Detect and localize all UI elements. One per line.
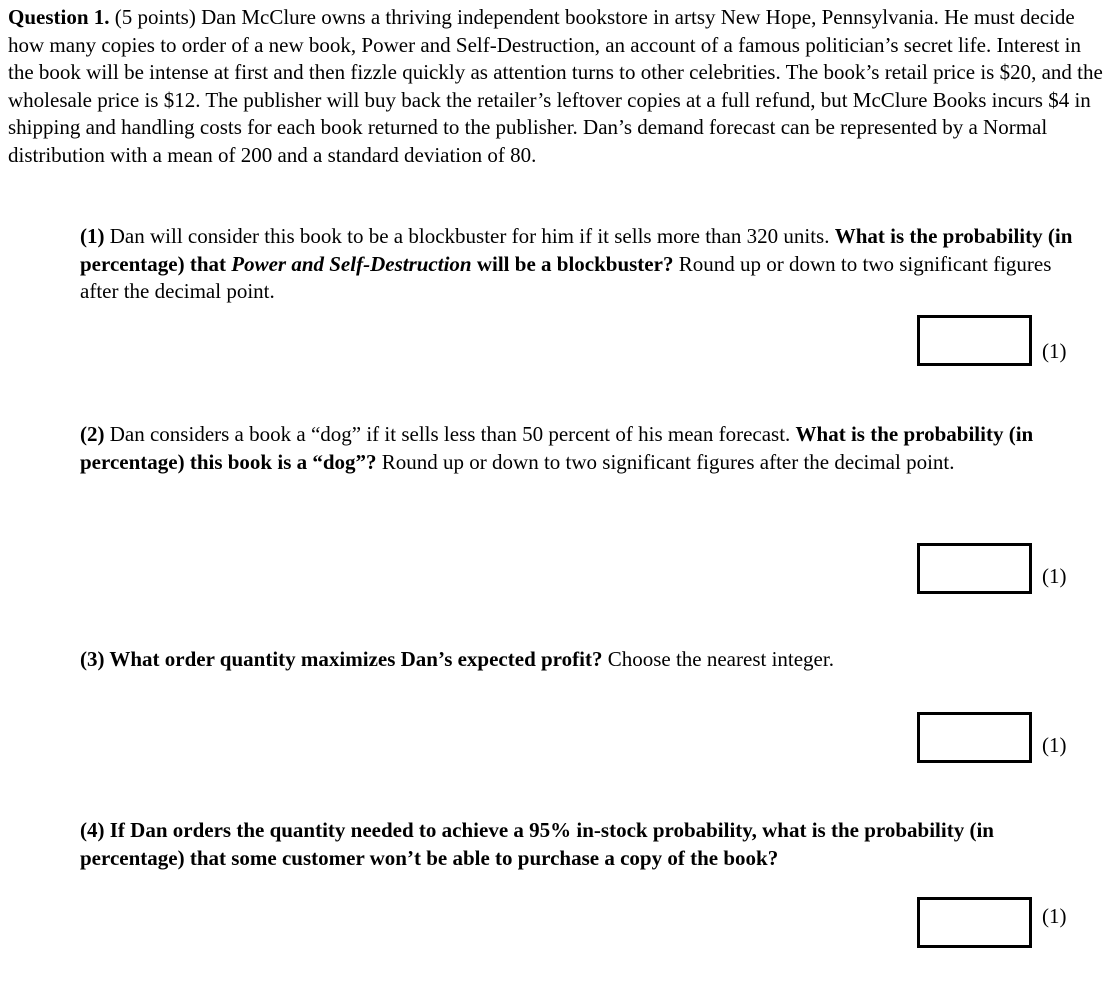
part-4-answer-box[interactable] [917,897,1032,948]
part-2-instruction: Round up or down to two significant figures after the decimal point. [376,449,955,474]
part-2-answer-box[interactable] [917,543,1032,594]
question-intro [8,4,1108,170]
part-2-number: (2) [80,422,105,446]
part-1-question-end: will be a blockbuster? [471,251,674,276]
part-1-number: (1) [80,224,105,248]
part-1-question: What is the probability (in percentage) that [80,224,1073,276]
question-heading: Question 1. [8,5,110,29]
part-1-book-title: Power and Self-Destruction [231,251,472,276]
question-text: (5 points) Dan McClure owns a thriving independent bookstore in artsy New Hope, Pennsylvania. He must decide how many copies to order of a new book, Power and Self-Destruction, an account of a famous politician’s secret life. Interest in the book will be intense at first and then fizzle quickly as attention turns to other celebrities. The book’s retail price is $20, and the wholesale price is $12. The publisher will buy back the retailer’s leftover copies at a full refund, but McClure Books incurs $4 in shipping and handling costs for each book returned to the publisher. Dan’s demand forecast can be represented by a Normal distribution with a mean of 200 and a standard deviation of 80. [8,5,1103,167]
part-4-question: If Dan orders the quantity needed to achieve a 95% in-stock probability, what is the probability (in percentage) that some customer won’t be able to purchase a copy of the book? [80,818,994,870]
part-2-question: What is the probability (in percentage) this book is a “dog”? [80,422,1034,474]
part-3-answer-box[interactable] [917,712,1032,763]
part-1-text: Dan will consider this book to be a blockbuster for him if it sells more than 320 units. [104,224,835,248]
part-3-points: (1) [1042,733,1067,757]
part-2-points: (1) [1042,564,1067,588]
part-3-prompt [80,646,1080,674]
part-4-prompt [80,817,1080,872]
part-3-question: What order quantity maximizes Dan’s expected profit? [104,647,603,671]
part-1-answer-box[interactable] [917,315,1032,366]
part-3-number: (3) [80,647,105,671]
part-2-text: Dan considers a book a “dog” if it sells less than 50 percent of his mean forecast. [104,422,796,446]
part-3-instruction: Choose the nearest integer. [602,647,834,671]
part-4-number: (4) [80,818,105,842]
part-1-prompt [80,223,1080,306]
part-1-points: (1) [1042,339,1067,363]
part-2-prompt [80,421,1080,476]
part-4-points: (1) [1042,904,1067,928]
part-1-instruction: Round up or down to two significant figures after the decimal point. [80,251,1052,304]
